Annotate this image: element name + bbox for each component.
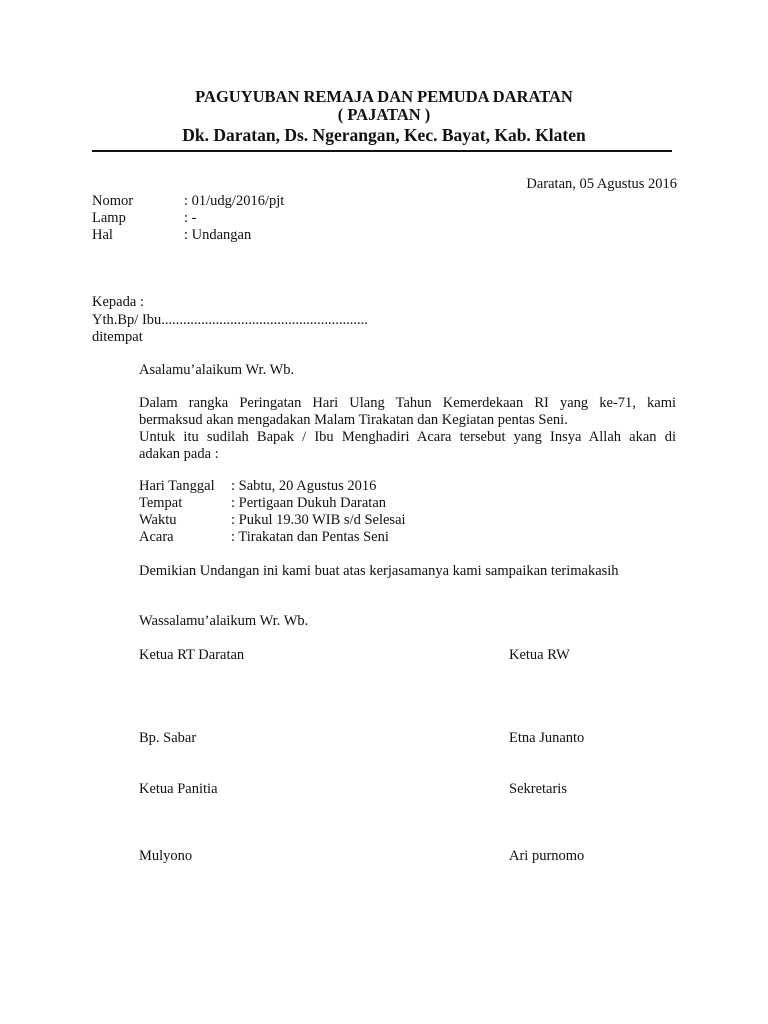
signer-name-rt: Bp. Sabar: [139, 730, 197, 746]
letter-body: [139, 395, 676, 463]
org-abbreviation: ( PAJATAN ): [337, 105, 431, 124]
meta-label-nomor: Nomor: [92, 193, 134, 209]
recipient-name-line: Yth.Bp/ Ibu.........................................................: [92, 312, 368, 328]
recipient-location: ditempat: [92, 329, 143, 345]
signer-title-sekretaris: Sekretaris: [509, 781, 567, 797]
body-line: Dalam rangka Peringatan Hari Ulang Tahun Kemerdekaan RI yang ke-71, kami: [139, 395, 676, 411]
closing-greeting: Wassalamu’alaikum Wr. Wb.: [139, 613, 309, 629]
detail-label-time: Waktu: [139, 512, 177, 528]
body-line: adakan pada :: [139, 446, 219, 462]
salutation: Asalamu’alaikum Wr. Wb.: [139, 362, 295, 378]
meta-value-nomor: : 01/udg/2016/pjt: [184, 193, 285, 209]
org-name: PAGUYUBAN REMAJA DAN PEMUDA DARATAN: [195, 87, 573, 106]
meta-value-hal: : Undangan: [184, 227, 252, 243]
signer-name-panitia: Mulyono: [139, 848, 193, 864]
detail-label-date: Hari Tanggal: [139, 478, 215, 494]
signer-name-sekretaris: Ari purnomo: [509, 848, 585, 864]
closing-statement: Demikian Undangan ini kami buat atas kerjasamanya kami sampaikan terimakasih: [139, 563, 619, 579]
body-line: bermaksud akan mengadakan Malam Tirakatan dan Kegiatan pentas Seni.: [139, 412, 568, 428]
signer-title-rw: Ketua RW: [509, 647, 570, 663]
meta-label-lamp: Lamp: [92, 210, 126, 226]
detail-value-date: : Sabtu, 20 Agustus 2016: [231, 478, 377, 494]
body-line: Untuk itu sudilah Bapak / Ibu Menghadiri Acara tersebut yang Insya Allah akan di: [139, 429, 676, 445]
signer-title-rt: Ketua RT Daratan: [139, 647, 245, 663]
detail-label-place: Tempat: [139, 495, 183, 511]
signer-title-panitia: Ketua Panitia: [139, 781, 218, 797]
place-date: Daratan, 05 Agustus 2016: [526, 176, 677, 192]
meta-value-lamp: : -: [184, 210, 197, 226]
detail-value-event: : Tirakatan dan Pentas Seni: [231, 529, 389, 545]
recipient-kepada: Kepada :: [92, 294, 144, 310]
signer-name-rw: Etna Junanto: [509, 730, 585, 746]
meta-label-hal: Hal: [92, 227, 113, 243]
org-address: Dk. Daratan, Ds. Ngerangan, Kec. Bayat, Kab. Klaten: [182, 125, 586, 145]
detail-label-event: Acara: [139, 529, 174, 545]
header-divider: [92, 150, 672, 152]
detail-value-time: : Pukul 19.30 WIB s/d Selesai: [231, 512, 406, 528]
detail-value-place: : Pertigaan Dukuh Daratan: [231, 495, 387, 511]
